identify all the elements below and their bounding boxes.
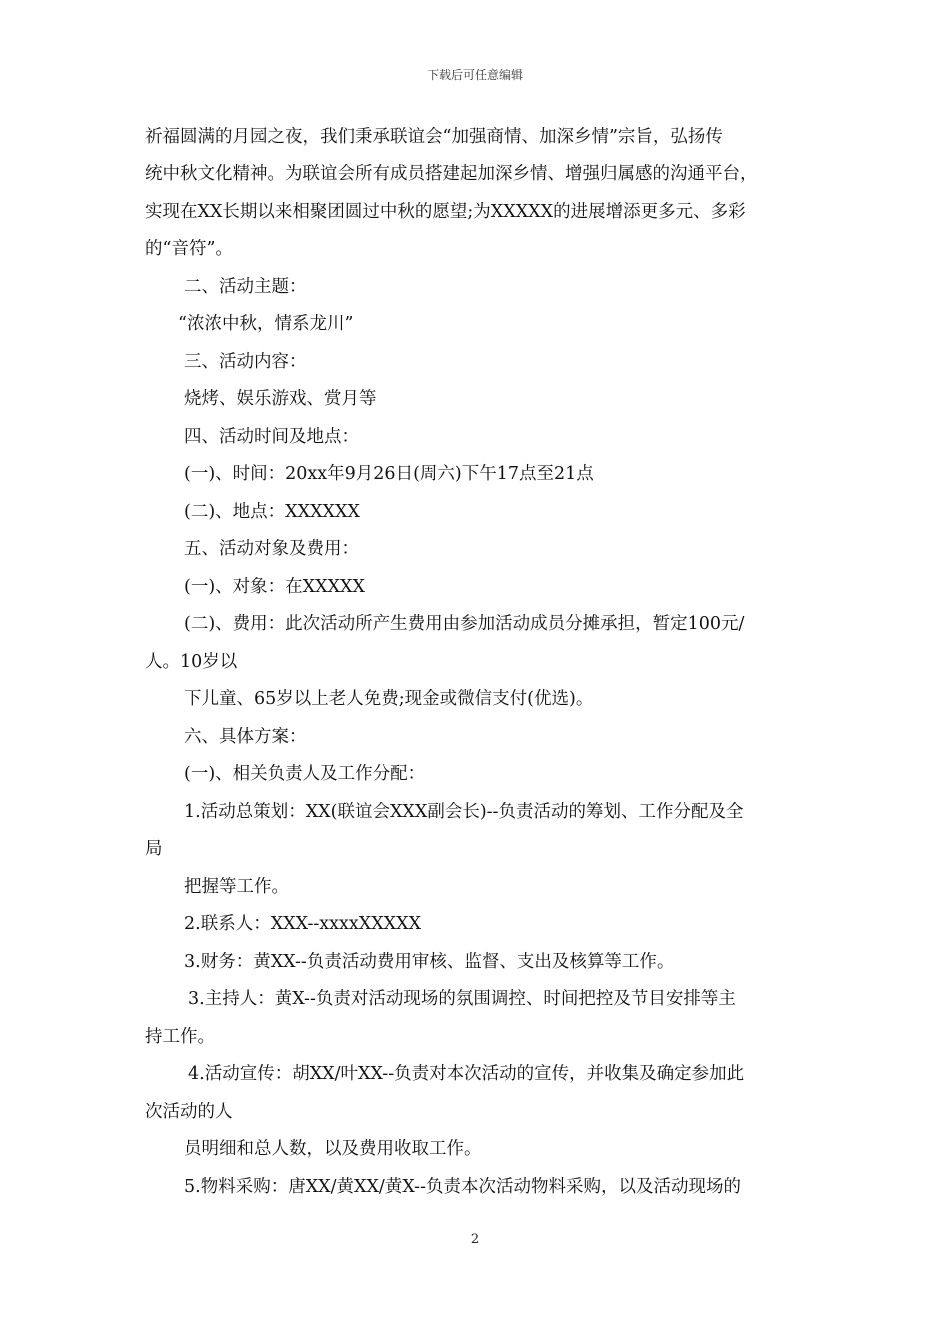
section-heading: 六、具体方案： [184, 727, 307, 747]
text-line: 统中秋文化精神。为联谊会所有成员搭建起加深乡情、增强归属感的沟通平台， [145, 164, 758, 184]
text-line: (二)、地点：XXXXXX [184, 502, 360, 522]
text-line: 1.活动总策划：XX(联谊会XXX副会长)--负责活动的筹划、工作分配及全 [184, 802, 744, 822]
text-line: 3.主持人：黄X--负责对活动现场的氛围调控、时间把控及节目安排等主 [188, 989, 736, 1009]
text-line: 把握等工作。 [184, 877, 289, 897]
text-line: (二)、费用：此次活动所产生费用由参加活动成员分摊承担，暂定100元/ [184, 614, 745, 634]
text-line: 烧烤、娱乐游戏、赏月等 [184, 389, 377, 409]
text-line: 4.活动宣传：胡XX/叶XX--负责对本次活动的宣传，并收集及确定参加此 [188, 1064, 745, 1084]
section-heading: 四、活动时间及地点： [184, 427, 359, 447]
page-number: 2 [470, 1232, 480, 1247]
section-heading: 二、活动主题： [184, 277, 307, 297]
text-line: (一)、时间：20xx年9月26日(周六)下午17点至21点 [184, 464, 594, 484]
text-line: “浓浓中秋，情系龙川” [178, 314, 354, 334]
text-line: 人。10岁以 [145, 652, 238, 672]
text-line: 祈福圆满的月园之夜，我们秉承联谊会“加强商情、加深乡情”宗旨，弘扬传 [145, 127, 723, 147]
text-line: (一)、对象：在XXXXX [184, 577, 365, 597]
section-heading: 三、活动内容： [184, 352, 307, 372]
text-line: 实现在XX长期以来相聚团圆过中秋的愿望;为XXXXX的进展增添更多元、多彩 [145, 202, 746, 222]
text-line: (一)、相关负责人及工作分配： [184, 764, 426, 784]
text-line: 3.财务：黄XX--负责活动费用审核、监督、支出及核算等工作。 [184, 952, 675, 972]
text-line: 持工作。 [145, 1027, 215, 1047]
text-line: 下儿童、65岁以上老人免费;现金或微信支付(优选)。 [184, 689, 594, 709]
text-line: 5.物料采购：唐XX/黄XX/黄X--负责本次活动物料采购，以及活动现场的 [184, 1177, 741, 1197]
section-heading: 五、活动对象及费用： [184, 539, 359, 559]
text-line: 员明细和总人数，以及费用收取工作。 [184, 1139, 482, 1159]
text-line: 的“音符”。 [145, 239, 233, 259]
text-line: 局 [145, 839, 163, 859]
text-line: 次活动的人 [145, 1102, 233, 1122]
page-header: 下载后可任意编辑 [426, 68, 523, 82]
text-line: 2.联系人：XXX--xxxxXXXXX [184, 914, 422, 934]
